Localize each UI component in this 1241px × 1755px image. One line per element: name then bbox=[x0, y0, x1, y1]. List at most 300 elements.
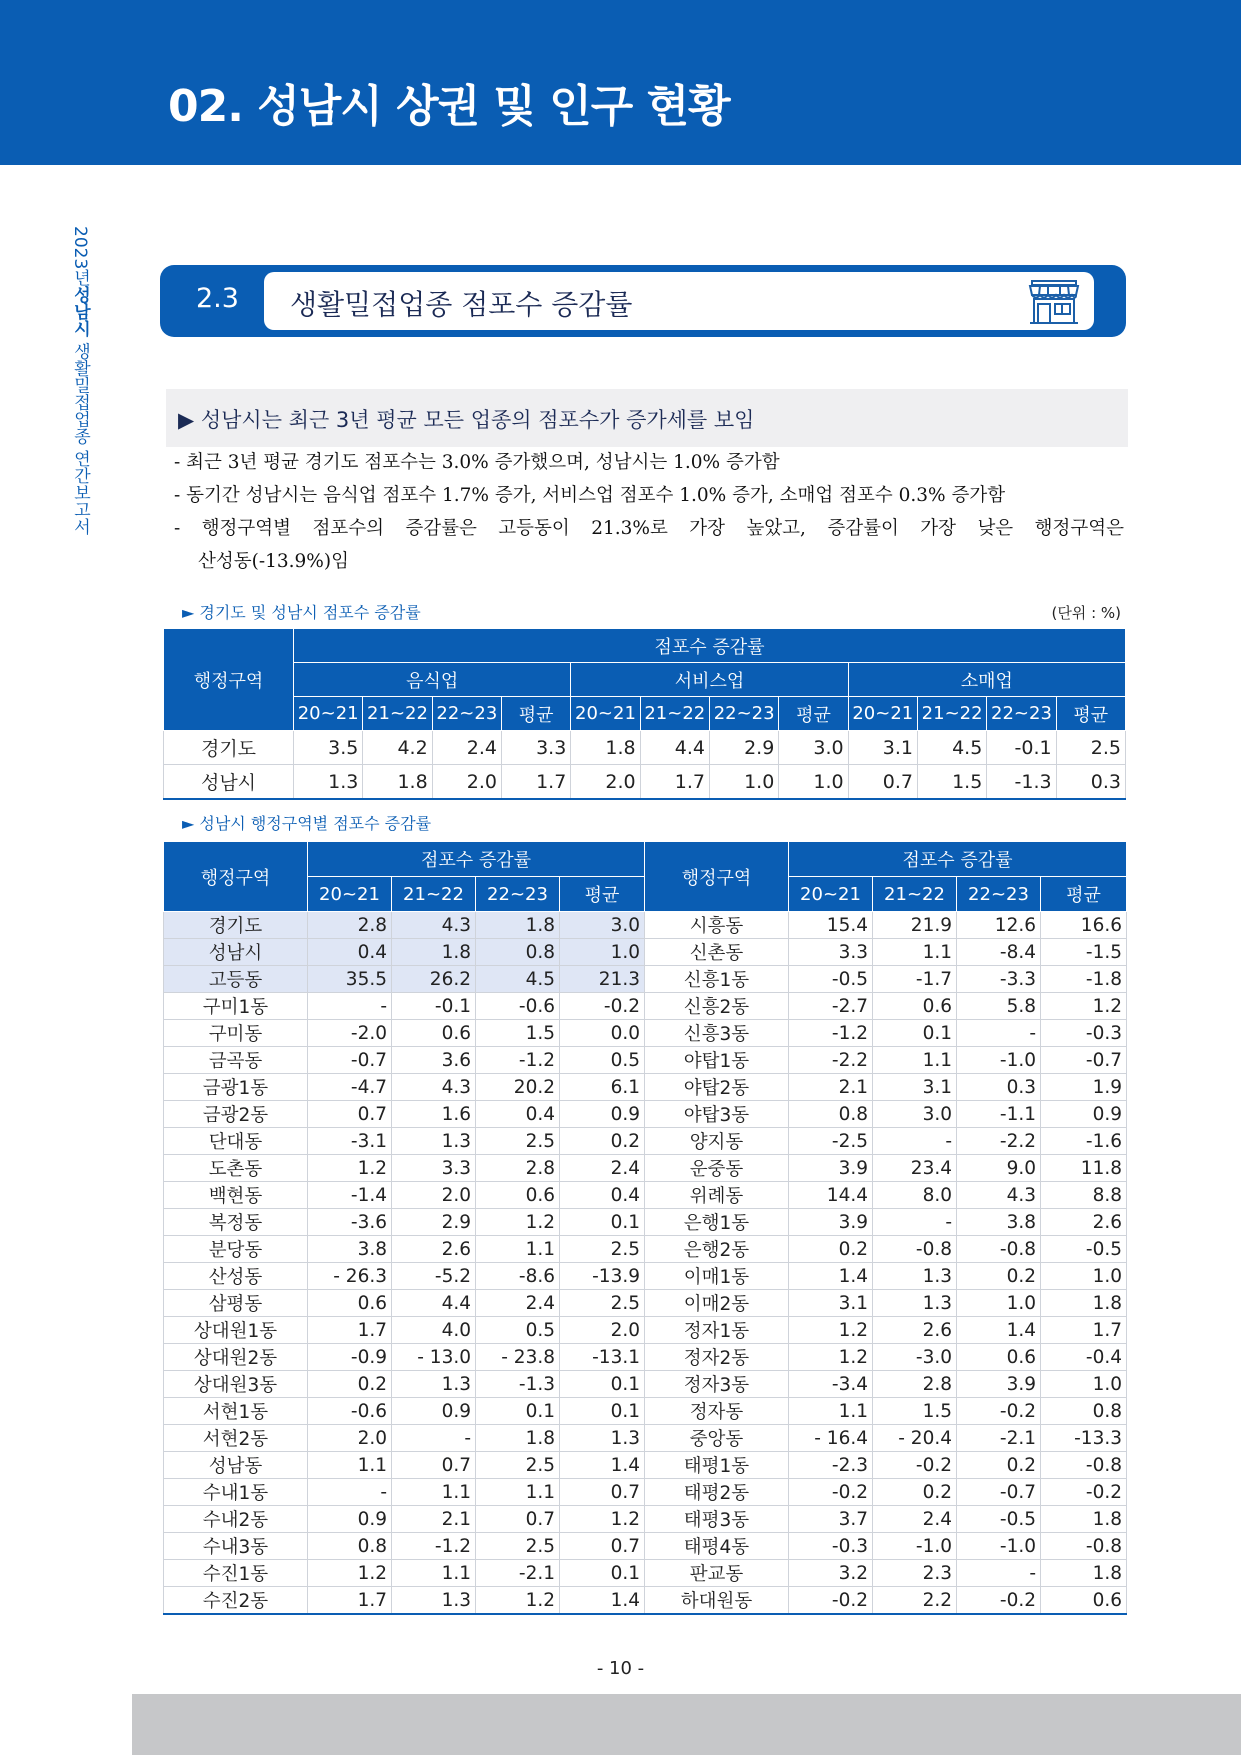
value-cell: -2.3 bbox=[789, 1452, 873, 1479]
value-cell: - bbox=[873, 1209, 957, 1236]
value-cell: 0.5 bbox=[560, 1047, 645, 1074]
value-cell: -0.8 bbox=[1041, 1533, 1127, 1560]
bullet-item-continuation: 산성동(-13.9%)임 bbox=[198, 551, 349, 572]
bullet-item: - 최근 3년 평균 경기도 점포수는 3.0% 증가했으며, 성남시는 1.0% 증가함 bbox=[174, 452, 780, 473]
value-cell: 1.2 bbox=[789, 1344, 873, 1371]
value-cell: -0.1 bbox=[987, 731, 1056, 765]
region-name-cell: 은행2동 bbox=[645, 1236, 789, 1263]
side-rest: 생활밀접업종 연간보고서 bbox=[70, 342, 90, 536]
value-cell: 1.1 bbox=[392, 1479, 476, 1506]
value-cell: 3.6 bbox=[392, 1047, 476, 1074]
value-cell: -8.6 bbox=[476, 1263, 560, 1290]
summary-highlight-text bbox=[178, 404, 754, 434]
value-cell: 0.0 bbox=[560, 1020, 645, 1047]
value-cell: -8.4 bbox=[957, 939, 1041, 966]
value-cell: 0.3 bbox=[1056, 765, 1125, 800]
value-cell: 3.9 bbox=[789, 1209, 873, 1236]
value-cell: 2.5 bbox=[1056, 731, 1125, 765]
value-cell: -2.1 bbox=[957, 1425, 1041, 1452]
table-row bbox=[164, 1398, 1127, 1425]
region-name-cell: 정자1동 bbox=[645, 1317, 789, 1344]
value-cell: -1.7 bbox=[873, 966, 957, 993]
value-cell: -0.2 bbox=[957, 1398, 1041, 1425]
value-cell: 3.9 bbox=[957, 1371, 1041, 1398]
page-number: - 10 - bbox=[596, 1658, 645, 1679]
value-cell: 1.0 bbox=[1041, 1263, 1127, 1290]
value-cell: 4.0 bbox=[392, 1317, 476, 1344]
value-cell: 2.2 bbox=[873, 1587, 957, 1615]
value-cell: 0.4 bbox=[476, 1101, 560, 1128]
header-period: 평균 bbox=[1041, 877, 1127, 912]
value-cell: -0.7 bbox=[308, 1047, 392, 1074]
value-cell: 2.1 bbox=[789, 1074, 873, 1101]
value-cell: 0.3 bbox=[957, 1074, 1041, 1101]
value-cell: 2.8 bbox=[873, 1371, 957, 1398]
value-cell: 2.5 bbox=[476, 1128, 560, 1155]
value-cell: 4.3 bbox=[957, 1182, 1041, 1209]
value-cell: -1.4 bbox=[308, 1182, 392, 1209]
value-cell: - bbox=[873, 1128, 957, 1155]
value-cell: 3.0 bbox=[560, 912, 645, 939]
summary-text: 성남시는 최근 3년 평균 모든 업종의 점포수가 증가세를 보임 bbox=[200, 408, 755, 432]
value-cell: 3.1 bbox=[848, 731, 917, 765]
header-period: 20~21 bbox=[789, 877, 873, 912]
value-cell: -13.9 bbox=[560, 1263, 645, 1290]
bullet-word: 21.3%로 bbox=[591, 518, 668, 539]
header-period: 21~22 bbox=[873, 877, 957, 912]
value-cell: 1.7 bbox=[640, 765, 709, 800]
region-name-cell: 경기도 bbox=[164, 912, 308, 939]
value-cell: 21.9 bbox=[873, 912, 957, 939]
value-cell: 0.6 bbox=[873, 993, 957, 1020]
region-name-cell: 판교동 bbox=[645, 1560, 789, 1587]
value-cell: 2.8 bbox=[476, 1155, 560, 1182]
value-cell: 1.8 bbox=[1041, 1506, 1127, 1533]
value-cell: 0.6 bbox=[1041, 1587, 1127, 1615]
region-name-cell: 구미1동 bbox=[164, 993, 308, 1020]
bullet-list bbox=[174, 446, 1124, 578]
value-cell: 1.2 bbox=[308, 1560, 392, 1587]
value-cell: 1.1 bbox=[392, 1560, 476, 1587]
value-cell: 20.2 bbox=[476, 1074, 560, 1101]
value-cell: 2.5 bbox=[476, 1533, 560, 1560]
header-period: 22~23 bbox=[709, 697, 778, 731]
value-cell: -0.1 bbox=[392, 993, 476, 1020]
region-name-cell: 신흥1동 bbox=[645, 966, 789, 993]
value-cell: -1.1 bbox=[957, 1101, 1041, 1128]
bullet-word: 증감률은 bbox=[405, 518, 477, 539]
value-cell: -5.2 bbox=[392, 1263, 476, 1290]
value-cell: 2.3 bbox=[873, 1560, 957, 1587]
value-cell: -0.8 bbox=[957, 1236, 1041, 1263]
table-row bbox=[164, 1047, 1127, 1074]
value-cell: 1.0 bbox=[560, 939, 645, 966]
value-cell: 1.3 bbox=[392, 1587, 476, 1615]
header-period: 21~22 bbox=[392, 877, 476, 912]
value-cell: 0.2 bbox=[789, 1236, 873, 1263]
value-cell: 1.1 bbox=[873, 939, 957, 966]
table-row bbox=[164, 731, 1126, 765]
value-cell: 1.0 bbox=[1041, 1371, 1127, 1398]
value-cell: - 26.3 bbox=[308, 1263, 392, 1290]
value-cell: -0.2 bbox=[789, 1587, 873, 1615]
section-number: 2.3 bbox=[196, 283, 239, 314]
table-row bbox=[164, 939, 1127, 966]
value-cell: 0.4 bbox=[308, 939, 392, 966]
value-cell: 1.2 bbox=[308, 1155, 392, 1182]
value-cell: 5.8 bbox=[957, 993, 1041, 1020]
region-name-cell: 태평1동 bbox=[645, 1452, 789, 1479]
value-cell: 1.5 bbox=[873, 1398, 957, 1425]
value-cell: 0.7 bbox=[476, 1506, 560, 1533]
value-cell: 4.3 bbox=[392, 1074, 476, 1101]
header-period: 22~23 bbox=[957, 877, 1041, 912]
value-cell: 3.2 bbox=[789, 1560, 873, 1587]
value-cell: 3.0 bbox=[779, 731, 848, 765]
value-cell: -4.7 bbox=[308, 1074, 392, 1101]
table1-unit: (단위 : %) bbox=[1051, 604, 1121, 622]
region-name-cell: 수내2동 bbox=[164, 1506, 308, 1533]
header-group-right: 점포수 증감률 bbox=[789, 842, 1127, 877]
header-period: 20~21 bbox=[571, 697, 640, 731]
value-cell: 2.0 bbox=[560, 1317, 645, 1344]
bullet-word: 가장 bbox=[920, 518, 957, 539]
value-cell: 2.4 bbox=[476, 1290, 560, 1317]
value-cell: 8.8 bbox=[1041, 1182, 1127, 1209]
region-name-cell: 은행1동 bbox=[645, 1209, 789, 1236]
value-cell: 2.5 bbox=[560, 1236, 645, 1263]
value-cell: 1.4 bbox=[957, 1317, 1041, 1344]
value-cell: 1.4 bbox=[789, 1263, 873, 1290]
value-cell: -0.2 bbox=[873, 1452, 957, 1479]
value-cell: 0.7 bbox=[848, 765, 917, 800]
value-cell: 1.1 bbox=[308, 1452, 392, 1479]
value-cell: 3.9 bbox=[789, 1155, 873, 1182]
bullet-word: 행정구역별 bbox=[201, 518, 292, 539]
region-name-cell: 금광1동 bbox=[164, 1074, 308, 1101]
header-region-right: 행정구역 bbox=[645, 842, 789, 912]
region-name-cell: 구미동 bbox=[164, 1020, 308, 1047]
value-cell: - 23.8 bbox=[476, 1344, 560, 1371]
bullet-word: - bbox=[174, 518, 181, 539]
value-cell: 0.6 bbox=[392, 1020, 476, 1047]
region-name-cell: 상대원1동 bbox=[164, 1317, 308, 1344]
value-cell: -1.3 bbox=[476, 1371, 560, 1398]
header-group-left: 점포수 증감률 bbox=[308, 842, 645, 877]
bullet-word: 점포수의 bbox=[312, 518, 384, 539]
value-cell: -0.9 bbox=[308, 1344, 392, 1371]
value-cell: 1.3 bbox=[392, 1371, 476, 1398]
region-name-cell: 태평3동 bbox=[645, 1506, 789, 1533]
value-cell: 4.5 bbox=[476, 966, 560, 993]
value-cell: 1.3 bbox=[873, 1263, 957, 1290]
bullet-item bbox=[174, 512, 1124, 545]
value-cell: 1.3 bbox=[294, 765, 363, 800]
region-name-cell: 성남시 bbox=[164, 765, 294, 800]
value-cell: 0.5 bbox=[476, 1317, 560, 1344]
value-cell: 0.1 bbox=[560, 1398, 645, 1425]
bullet-word: 고등동이 bbox=[498, 518, 570, 539]
chapter-title: 02. 성남시 상권 및 인구 현황 bbox=[168, 81, 730, 132]
value-cell: 0.7 bbox=[560, 1533, 645, 1560]
value-cell: 1.5 bbox=[476, 1020, 560, 1047]
value-cell: 1.7 bbox=[1041, 1317, 1127, 1344]
region-name-cell: 수진1동 bbox=[164, 1560, 308, 1587]
value-cell: -2.5 bbox=[789, 1128, 873, 1155]
value-cell: -1.0 bbox=[957, 1533, 1041, 1560]
table-row bbox=[164, 1533, 1127, 1560]
value-cell: -1.6 bbox=[1041, 1128, 1127, 1155]
value-cell: 3.0 bbox=[873, 1101, 957, 1128]
value-cell: - 13.0 bbox=[392, 1344, 476, 1371]
region-name-cell: 상대원3동 bbox=[164, 1371, 308, 1398]
value-cell: 1.7 bbox=[308, 1317, 392, 1344]
triangle-right-icon: ▶ bbox=[178, 408, 195, 432]
section-title: 생활밀접업종 점포수 증감률 bbox=[290, 288, 633, 321]
value-cell: 1.8 bbox=[392, 939, 476, 966]
value-cell: 14.4 bbox=[789, 1182, 873, 1209]
region-name-cell: 야탑2동 bbox=[645, 1074, 789, 1101]
bullet-word: 높았고, bbox=[746, 518, 806, 539]
value-cell: 3.3 bbox=[392, 1155, 476, 1182]
header-group: 점포수 증감률 bbox=[294, 629, 1126, 663]
value-cell: -3.4 bbox=[789, 1371, 873, 1398]
value-cell: 1.0 bbox=[957, 1290, 1041, 1317]
value-cell: 1.3 bbox=[873, 1290, 957, 1317]
region-name-cell: 복정동 bbox=[164, 1209, 308, 1236]
value-cell: 15.4 bbox=[789, 912, 873, 939]
side-city: 성남시 bbox=[70, 286, 90, 338]
table-row bbox=[164, 1317, 1127, 1344]
header-period: 20~21 bbox=[308, 877, 392, 912]
value-cell: 2.9 bbox=[392, 1209, 476, 1236]
value-cell: 2.1 bbox=[392, 1506, 476, 1533]
value-cell: 2.9 bbox=[709, 731, 778, 765]
value-cell: -1.5 bbox=[1041, 939, 1127, 966]
value-cell: -0.3 bbox=[789, 1533, 873, 1560]
value-cell: 2.0 bbox=[392, 1182, 476, 1209]
region-name-cell: 하대원동 bbox=[645, 1587, 789, 1615]
value-cell: 0.2 bbox=[957, 1452, 1041, 1479]
region-name-cell: 수내3동 bbox=[164, 1533, 308, 1560]
value-cell: -0.2 bbox=[1041, 1479, 1127, 1506]
value-cell: -0.7 bbox=[957, 1479, 1041, 1506]
value-cell: 3.3 bbox=[501, 731, 570, 765]
value-cell: 2.0 bbox=[571, 765, 640, 800]
region-name-cell: 산성동 bbox=[164, 1263, 308, 1290]
region-name-cell: 정자2동 bbox=[645, 1344, 789, 1371]
value-cell: 2.6 bbox=[392, 1236, 476, 1263]
value-cell: 0.9 bbox=[1041, 1101, 1127, 1128]
header-period: 21~22 bbox=[917, 697, 986, 731]
value-cell: 2.4 bbox=[873, 1506, 957, 1533]
region-name-cell: 성남동 bbox=[164, 1452, 308, 1479]
header-period: 20~21 bbox=[848, 697, 917, 731]
value-cell: -1.8 bbox=[1041, 966, 1127, 993]
region-name-cell: 이매1동 bbox=[645, 1263, 789, 1290]
region-name-cell: 분당동 bbox=[164, 1236, 308, 1263]
value-cell: 1.1 bbox=[789, 1398, 873, 1425]
table-row bbox=[164, 966, 1127, 993]
value-cell: 0.1 bbox=[873, 1020, 957, 1047]
value-cell: 3.3 bbox=[789, 939, 873, 966]
value-cell: 8.0 bbox=[873, 1182, 957, 1209]
bullet-word: 가장 bbox=[689, 518, 726, 539]
table-row bbox=[164, 1074, 1127, 1101]
value-cell: -13.3 bbox=[1041, 1425, 1127, 1452]
value-cell: -3.0 bbox=[873, 1344, 957, 1371]
header-industry: 소매업 bbox=[848, 663, 1125, 697]
table-row bbox=[164, 1479, 1127, 1506]
value-cell: 1.7 bbox=[308, 1587, 392, 1615]
value-cell: 0.9 bbox=[308, 1506, 392, 1533]
table-row bbox=[164, 1209, 1127, 1236]
value-cell: -0.5 bbox=[957, 1506, 1041, 1533]
value-cell: 1.0 bbox=[709, 765, 778, 800]
region-name-cell: 서현2동 bbox=[164, 1425, 308, 1452]
value-cell: -0.7 bbox=[1041, 1047, 1127, 1074]
header-period: 평균 bbox=[501, 697, 570, 731]
value-cell: -0.2 bbox=[957, 1587, 1041, 1615]
value-cell: -3.6 bbox=[308, 1209, 392, 1236]
value-cell: 3.7 bbox=[789, 1506, 873, 1533]
table-row bbox=[164, 1020, 1127, 1047]
table-row bbox=[164, 1236, 1127, 1263]
value-cell: 0.4 bbox=[560, 1182, 645, 1209]
value-cell: 4.4 bbox=[640, 731, 709, 765]
value-cell: -0.8 bbox=[873, 1236, 957, 1263]
value-cell: 0.2 bbox=[873, 1479, 957, 1506]
value-cell: -0.5 bbox=[789, 966, 873, 993]
value-cell: -13.1 bbox=[560, 1344, 645, 1371]
value-cell: 3.1 bbox=[873, 1074, 957, 1101]
value-cell: - bbox=[957, 1020, 1041, 1047]
region-name-cell: 운중동 bbox=[645, 1155, 789, 1182]
value-cell: 4.3 bbox=[392, 912, 476, 939]
value-cell: -1.2 bbox=[789, 1020, 873, 1047]
value-cell: -0.8 bbox=[1041, 1452, 1127, 1479]
value-cell: 6.1 bbox=[560, 1074, 645, 1101]
page-header bbox=[0, 0, 1241, 165]
table-row bbox=[164, 1182, 1127, 1209]
page-footer-band bbox=[132, 1694, 1241, 1755]
region-name-cell: 금광2동 bbox=[164, 1101, 308, 1128]
value-cell: - 20.4 bbox=[873, 1425, 957, 1452]
value-cell: 2.4 bbox=[560, 1155, 645, 1182]
value-cell: 2.5 bbox=[560, 1290, 645, 1317]
header-period: 21~22 bbox=[363, 697, 432, 731]
value-cell: - bbox=[308, 1479, 392, 1506]
table-row bbox=[164, 1506, 1127, 1533]
value-cell: 0.7 bbox=[308, 1101, 392, 1128]
value-cell: 21.3 bbox=[560, 966, 645, 993]
value-cell: - bbox=[308, 993, 392, 1020]
value-cell: 23.4 bbox=[873, 1155, 957, 1182]
table-row bbox=[164, 765, 1126, 800]
table-row bbox=[164, 912, 1127, 939]
value-cell: 2.6 bbox=[873, 1317, 957, 1344]
province-city-growth-table bbox=[163, 628, 1126, 800]
value-cell: 0.8 bbox=[476, 939, 560, 966]
value-cell: 3.1 bbox=[789, 1290, 873, 1317]
value-cell: 1.3 bbox=[392, 1128, 476, 1155]
region-name-cell: 시흥동 bbox=[645, 912, 789, 939]
region-name-cell: 야탑3동 bbox=[645, 1101, 789, 1128]
table-row bbox=[164, 1587, 1127, 1615]
value-cell: 1.1 bbox=[476, 1236, 560, 1263]
table-row bbox=[164, 1452, 1127, 1479]
side-year: 2023년 bbox=[70, 226, 90, 287]
value-cell: 0.1 bbox=[560, 1209, 645, 1236]
region-name-cell: 야탑1동 bbox=[645, 1047, 789, 1074]
table1-caption: ► 경기도 및 성남시 점포수 증감률 bbox=[182, 603, 421, 622]
bullet-word: 낮은 bbox=[977, 518, 1014, 539]
value-cell: 1.8 bbox=[571, 731, 640, 765]
value-cell: -3.3 bbox=[957, 966, 1041, 993]
header-region: 행정구역 bbox=[164, 629, 294, 731]
header-period: 22~23 bbox=[432, 697, 501, 731]
region-name-cell: 고등동 bbox=[164, 966, 308, 993]
value-cell: - bbox=[392, 1425, 476, 1452]
table-row bbox=[164, 993, 1127, 1020]
value-cell: 12.6 bbox=[957, 912, 1041, 939]
value-cell: -0.5 bbox=[1041, 1236, 1127, 1263]
value-cell: - bbox=[957, 1560, 1041, 1587]
value-cell: 4.4 bbox=[392, 1290, 476, 1317]
value-cell: 1.6 bbox=[392, 1101, 476, 1128]
region-name-cell: 경기도 bbox=[164, 731, 294, 765]
value-cell: -0.2 bbox=[789, 1479, 873, 1506]
table-row bbox=[164, 1101, 1127, 1128]
value-cell: 1.2 bbox=[476, 1209, 560, 1236]
value-cell: 2.8 bbox=[308, 912, 392, 939]
value-cell: 2.0 bbox=[432, 765, 501, 800]
region-name-cell: 신흥2동 bbox=[645, 993, 789, 1020]
table-row bbox=[164, 1263, 1127, 1290]
table-row bbox=[164, 1344, 1127, 1371]
value-cell: 0.7 bbox=[392, 1452, 476, 1479]
value-cell: 1.2 bbox=[476, 1587, 560, 1615]
value-cell: 1.2 bbox=[789, 1317, 873, 1344]
value-cell: 0.2 bbox=[957, 1263, 1041, 1290]
header-period: 20~21 bbox=[294, 697, 363, 731]
region-name-cell: 삼평동 bbox=[164, 1290, 308, 1317]
value-cell: 1.2 bbox=[1041, 993, 1127, 1020]
region-name-cell: 신촌동 bbox=[645, 939, 789, 966]
region-name-cell: 이매2동 bbox=[645, 1290, 789, 1317]
value-cell: -3.1 bbox=[308, 1128, 392, 1155]
region-name-cell: 위례동 bbox=[645, 1182, 789, 1209]
value-cell: 1.8 bbox=[476, 912, 560, 939]
value-cell: 9.0 bbox=[957, 1155, 1041, 1182]
value-cell: 1.8 bbox=[1041, 1560, 1127, 1587]
value-cell: 1.8 bbox=[363, 765, 432, 800]
region-name-cell: 도촌동 bbox=[164, 1155, 308, 1182]
header-industry: 음식업 bbox=[294, 663, 571, 697]
value-cell: -1.2 bbox=[392, 1533, 476, 1560]
value-cell: 26.2 bbox=[392, 966, 476, 993]
value-cell: -2.1 bbox=[476, 1560, 560, 1587]
table-row bbox=[164, 1371, 1127, 1398]
value-cell: - 16.4 bbox=[789, 1425, 873, 1452]
value-cell: 1.5 bbox=[917, 765, 986, 800]
value-cell: 1.3 bbox=[560, 1425, 645, 1452]
header-region-left: 행정구역 bbox=[164, 842, 308, 912]
region-name-cell: 단대동 bbox=[164, 1128, 308, 1155]
value-cell: 2.0 bbox=[308, 1425, 392, 1452]
value-cell: -0.6 bbox=[476, 993, 560, 1020]
store-icon bbox=[1026, 278, 1082, 326]
